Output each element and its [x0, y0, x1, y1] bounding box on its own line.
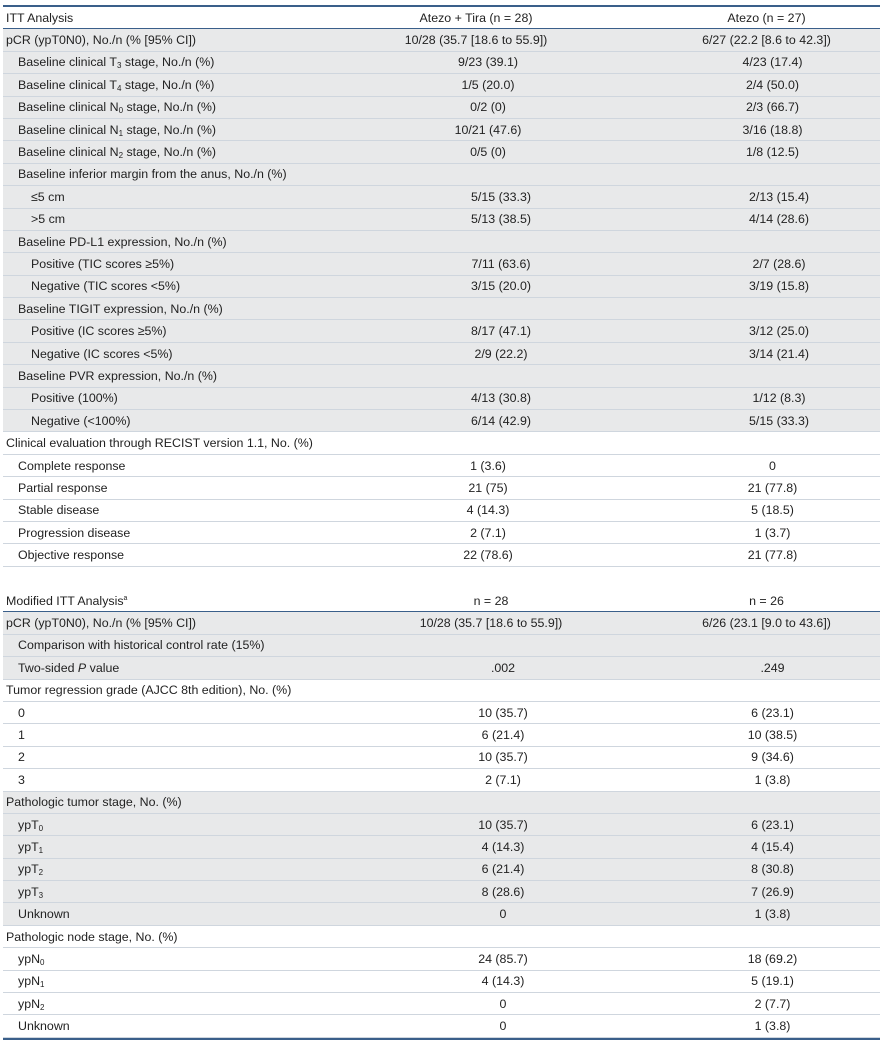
row-label	[3, 907, 363, 921]
value-atezo-tira: 4 (14.3)	[466, 503, 510, 518]
table-row	[3, 231, 880, 253]
row-label	[3, 526, 363, 540]
table-row	[3, 119, 880, 141]
table-row	[3, 769, 880, 791]
row-label	[3, 235, 363, 249]
table-row	[3, 298, 880, 320]
row-label-text: ≤5 cm	[31, 189, 65, 204]
row-label-text: Positive (TIC scores ≥5%)	[31, 256, 175, 271]
table-header-row	[3, 7, 880, 29]
row-label	[3, 997, 363, 1011]
table-row	[3, 74, 880, 96]
row-label-text: Objective response	[18, 548, 125, 563]
table-row	[3, 500, 880, 522]
row-label-text: ypN	[18, 996, 41, 1011]
value-atezo: 4 (15.4)	[751, 839, 794, 854]
row-label-subscript: 1	[118, 128, 124, 137]
itt-header-atezo: Atezo (n = 27)	[727, 10, 806, 25]
value-atezo-tira: 9/23 (39.1)	[458, 55, 518, 70]
value-atezo: 1 (3.8)	[754, 1019, 791, 1034]
value-atezo-tira: 5/15 (33.3)	[471, 189, 531, 204]
value-atezo: 6/26 (23.1 [9.0 to 43.6])	[702, 616, 831, 631]
value-atezo-tira: 6 (21.4)	[481, 728, 525, 743]
value-atezo: 2/7 (28.6)	[752, 256, 806, 271]
row-label	[3, 257, 376, 271]
value-atezo: 5 (18.5)	[751, 503, 794, 518]
value-atezo: 2/3 (66.7)	[745, 100, 800, 115]
row-label-text: Clinical evaluation through RECIST version 1.1, No. (%)	[6, 436, 313, 451]
table-row	[3, 253, 880, 275]
table-row	[3, 544, 880, 566]
itt-header-label: ITT Analysis	[6, 10, 74, 25]
mitt-header-label-text: Modified ITT Analysis	[6, 593, 124, 608]
table-row	[3, 432, 880, 454]
value-atezo-tira: 0/5 (0)	[470, 145, 506, 160]
value-atezo-tira: 10 (35.7)	[478, 705, 528, 720]
mitt-header-label	[3, 594, 351, 608]
value-atezo-tira: 4 (14.3)	[481, 974, 525, 989]
value-atezo: 1 (3.8)	[754, 772, 791, 787]
table-row	[3, 657, 880, 679]
value-atezo-tira: 1/5 (20.0)	[461, 77, 515, 92]
value-atezo-tira: 0	[499, 996, 507, 1011]
table-row	[3, 612, 880, 634]
row-label-text: ypT	[18, 884, 39, 899]
table-row	[3, 97, 880, 119]
table-row	[3, 410, 880, 432]
row-label	[3, 795, 351, 809]
mitt-header-atezo-tira: n = 28	[473, 593, 509, 608]
value-atezo-tira: 6 (21.4)	[481, 862, 525, 877]
row-label-text: Baseline clinical N	[18, 145, 119, 160]
row-label	[3, 683, 351, 697]
row-label	[3, 167, 363, 181]
value-atezo: 3/12 (25.0)	[749, 324, 809, 339]
table-row	[3, 186, 880, 208]
row-label-text: Tumor regression grade (AJCC 8th edition), No. (%)	[6, 683, 292, 698]
row-label	[3, 302, 363, 316]
value-atezo-tira: 10/28 (35.7 [18.6 to 55.9])	[419, 616, 563, 631]
table-row	[3, 948, 880, 970]
value-atezo: 5 (19.1)	[751, 974, 794, 989]
row-label	[3, 369, 363, 383]
value-atezo: 18 (69.2)	[747, 951, 798, 966]
row-label	[3, 616, 351, 630]
value-atezo: 6/27 (22.2 [8.6 to 42.3])	[702, 33, 831, 48]
value-atezo-tira: 6/14 (42.9)	[471, 413, 531, 428]
value-atezo-tira: .002	[490, 660, 516, 675]
row-label	[3, 952, 363, 966]
value-atezo: 7 (26.9)	[751, 884, 794, 899]
row-label	[3, 212, 376, 226]
table-row	[3, 926, 880, 948]
table-row	[3, 29, 880, 51]
row-label	[3, 78, 363, 92]
value-atezo: 3/16 (18.8)	[742, 122, 803, 137]
value-atezo-tira: 8/17 (47.1)	[471, 324, 531, 339]
row-label	[3, 1019, 363, 1033]
row-label-suffix: value	[86, 660, 120, 675]
row-label-text: Negative (IC scores <5%)	[31, 346, 173, 361]
row-label-text: 3	[18, 772, 25, 787]
value-atezo-tira: 10/28 (35.7 [18.6 to 55.9])	[404, 33, 548, 48]
value-atezo: 3/14 (21.4)	[749, 346, 809, 361]
footnote-marker: a	[123, 594, 128, 602]
row-label	[3, 33, 351, 47]
value-atezo-tira: 21 (75)	[468, 480, 508, 495]
value-atezo: 1/8 (12.5)	[745, 145, 800, 160]
row-label	[3, 974, 363, 988]
value-atezo-tira: 4/13 (30.8)	[471, 391, 531, 406]
table-row	[3, 388, 880, 410]
table-row	[3, 477, 880, 499]
row-label-text: 2	[18, 750, 25, 765]
row-label	[3, 661, 363, 675]
row-label-subscript: 3	[116, 61, 122, 70]
row-label-text: Comparison with historical control rate (15%)	[18, 638, 265, 653]
value-atezo: 1 (3.8)	[754, 907, 791, 922]
itt-header-atezo-tira: Atezo + Tira (n = 28)	[419, 10, 533, 25]
table-row	[3, 747, 880, 769]
row-label	[3, 123, 363, 137]
row-label-text: ypN	[18, 974, 41, 989]
table-row	[3, 52, 880, 74]
row-label-text: Positive (IC scores ≥5%)	[31, 324, 167, 339]
row-label-text: Progression disease	[18, 525, 131, 540]
value-atezo: .249	[760, 660, 785, 675]
row-label	[3, 885, 363, 899]
value-atezo: 10 (38.5)	[747, 728, 798, 743]
table-row	[3, 702, 880, 724]
row-label	[3, 145, 363, 159]
table-row	[3, 993, 880, 1015]
row-label	[3, 190, 376, 204]
row-label-text: Unknown	[18, 1019, 70, 1034]
value-atezo: 2 (7.7)	[754, 996, 791, 1011]
value-atezo-tira: 3/15 (20.0)	[471, 279, 531, 294]
row-label-text: Pathologic node stage, No. (%)	[6, 929, 178, 944]
row-label-text: Positive (100%)	[31, 391, 118, 406]
row-label-text: ypN	[18, 951, 41, 966]
row-label	[3, 818, 363, 832]
row-label-text: 0	[18, 705, 25, 720]
value-atezo: 8 (30.8)	[751, 862, 794, 877]
row-label-text: Complete response	[18, 458, 126, 473]
row-label-text: ypT	[18, 862, 39, 877]
row-label	[3, 391, 376, 405]
value-atezo: 1 (3.7)	[754, 525, 791, 540]
row-label	[3, 481, 363, 495]
row-label-suffix: stage, No./n (%)	[123, 100, 216, 115]
value-atezo: 21 (77.8)	[747, 480, 798, 495]
value-atezo-tira: 10 (35.7)	[478, 817, 528, 832]
row-label-text: Unknown	[18, 907, 70, 922]
value-atezo: 0	[769, 458, 776, 473]
table-row	[3, 680, 880, 702]
table-header-row	[3, 590, 880, 612]
value-atezo-tira: 10/21 (47.6)	[454, 122, 522, 137]
value-atezo-tira: 0/2 (0)	[470, 100, 506, 115]
row-label-text: Negative (<100%)	[31, 413, 131, 428]
table-row	[3, 859, 880, 881]
value-atezo-tira: 5/13 (38.5)	[471, 212, 531, 227]
row-label-subscript: 0	[40, 957, 45, 966]
value-atezo: 2/4 (50.0)	[745, 77, 800, 92]
row-label	[3, 773, 363, 787]
value-atezo-tira: 4 (14.3)	[481, 839, 525, 854]
table-row	[3, 1015, 880, 1037]
row-label	[3, 638, 363, 652]
value-atezo-tira: 0	[499, 1019, 507, 1034]
row-label-text: Baseline PVR expression, No./n (%)	[18, 368, 218, 383]
value-atezo: 4/23 (17.4)	[742, 55, 803, 70]
row-label	[3, 548, 363, 562]
row-label	[3, 840, 363, 854]
row-label-text: >5 cm	[31, 212, 66, 227]
value-atezo-tira: 22 (78.6)	[463, 548, 513, 563]
table-row	[3, 320, 880, 342]
value-atezo: 5/15 (33.3)	[749, 413, 809, 428]
row-label	[3, 100, 363, 114]
row-label-subscript: 1	[40, 980, 45, 989]
table-row	[3, 276, 880, 298]
row-label	[3, 436, 351, 450]
table-row	[3, 455, 880, 477]
value-atezo-tira: 2 (7.1)	[470, 525, 506, 540]
row-label-text: ypT	[18, 817, 39, 832]
row-label-text: Partial response	[18, 480, 108, 495]
row-label-subscript: 1	[38, 845, 44, 854]
row-label-suffix: stage, No./n (%)	[121, 55, 215, 70]
row-label-subscript: 4	[116, 83, 122, 92]
row-label	[3, 414, 376, 428]
table-row	[3, 141, 880, 163]
value-atezo: 21 (77.8)	[747, 548, 798, 563]
value-atezo-tira: 1 (3.6)	[470, 458, 506, 473]
itt-table-body	[3, 29, 880, 566]
mitt-header-atezo: n = 26	[749, 593, 784, 608]
row-label-subscript: 2	[40, 1002, 45, 1011]
table-row	[3, 365, 880, 387]
value-atezo-tira: 10 (35.7)	[478, 750, 528, 765]
row-label-text: Pathologic tumor stage, No. (%)	[6, 795, 182, 810]
modified-itt-analysis-table	[3, 590, 880, 1040]
row-label-italic: P	[77, 660, 87, 675]
table-row	[3, 522, 880, 544]
row-label	[3, 862, 363, 876]
table-row	[3, 836, 880, 858]
value-atezo: 9 (34.6)	[751, 750, 794, 765]
row-label-subscript: 2	[38, 868, 44, 877]
row-label	[3, 324, 376, 338]
row-label	[3, 279, 376, 293]
value-atezo: 4/14 (28.6)	[749, 212, 809, 227]
row-label-text: Baseline TIGIT expression, No./n (%)	[18, 301, 223, 316]
row-label-text: Two-sided	[18, 660, 78, 675]
value-atezo: 1/12 (8.3)	[752, 391, 806, 406]
row-label-suffix: stage, No./n (%)	[121, 77, 215, 92]
table-row	[3, 724, 880, 746]
row-label	[3, 728, 363, 742]
value-atezo-tira: 8 (28.6)	[481, 884, 525, 899]
row-label	[3, 347, 376, 361]
row-label	[3, 459, 363, 473]
table-row	[3, 792, 880, 814]
table-row	[3, 164, 880, 186]
table-row	[3, 814, 880, 836]
row-label-subscript: 0	[38, 823, 44, 832]
table-row	[3, 343, 880, 365]
itt-analysis-table	[3, 5, 880, 567]
value-atezo: 6 (23.1)	[751, 817, 794, 832]
row-label-text: Baseline clinical N	[18, 100, 119, 115]
value-atezo-tira: 24 (85.7)	[478, 951, 528, 966]
row-label-text: ypT	[18, 839, 39, 854]
row-label	[3, 750, 363, 764]
row-label	[3, 706, 363, 720]
row-label-text: Baseline clinical N	[18, 122, 119, 137]
row-label-text: Baseline clinical T	[18, 55, 117, 70]
table-row	[3, 881, 880, 903]
row-label-text: Baseline PD-L1 expression, No./n (%)	[18, 234, 227, 249]
row-label-suffix: stage, No./n (%)	[123, 145, 216, 160]
table-row	[3, 635, 880, 657]
row-label-text: Baseline clinical T	[18, 77, 117, 92]
table-row	[3, 903, 880, 925]
table-row	[3, 209, 880, 231]
value-atezo-tira: 2 (7.1)	[485, 772, 521, 787]
row-label-subscript: 3	[38, 890, 44, 899]
value-atezo-tira: 7/11 (63.6)	[471, 256, 531, 271]
row-label-text: Stable disease	[18, 503, 100, 518]
value-atezo-tira: 0	[499, 907, 507, 922]
row-label-text: pCR (ypT0N0), No./n (% [95% CI])	[6, 33, 197, 48]
row-label	[3, 55, 363, 69]
value-atezo-tira: 2/9 (22.2)	[474, 346, 528, 361]
row-label	[3, 503, 363, 517]
row-label-suffix: stage, No./n (%)	[123, 122, 216, 137]
table-row	[3, 971, 880, 993]
row-label	[3, 930, 351, 944]
value-atezo: 3/19 (15.8)	[749, 279, 809, 294]
row-label-subscript: 2	[118, 151, 124, 160]
row-label-text: pCR (ypT0N0), No./n (% [95% CI])	[6, 616, 197, 631]
mitt-table-body	[3, 612, 880, 1037]
row-label-text: 1	[18, 728, 25, 743]
row-label-text: Baseline inferior margin from the anus, No./n (%)	[18, 167, 287, 182]
value-atezo: 2/13 (15.4)	[749, 189, 809, 204]
row-label-subscript: 0	[118, 106, 124, 115]
value-atezo: 6 (23.1)	[751, 705, 794, 720]
row-label-text: Negative (TIC scores <5%)	[31, 279, 181, 294]
